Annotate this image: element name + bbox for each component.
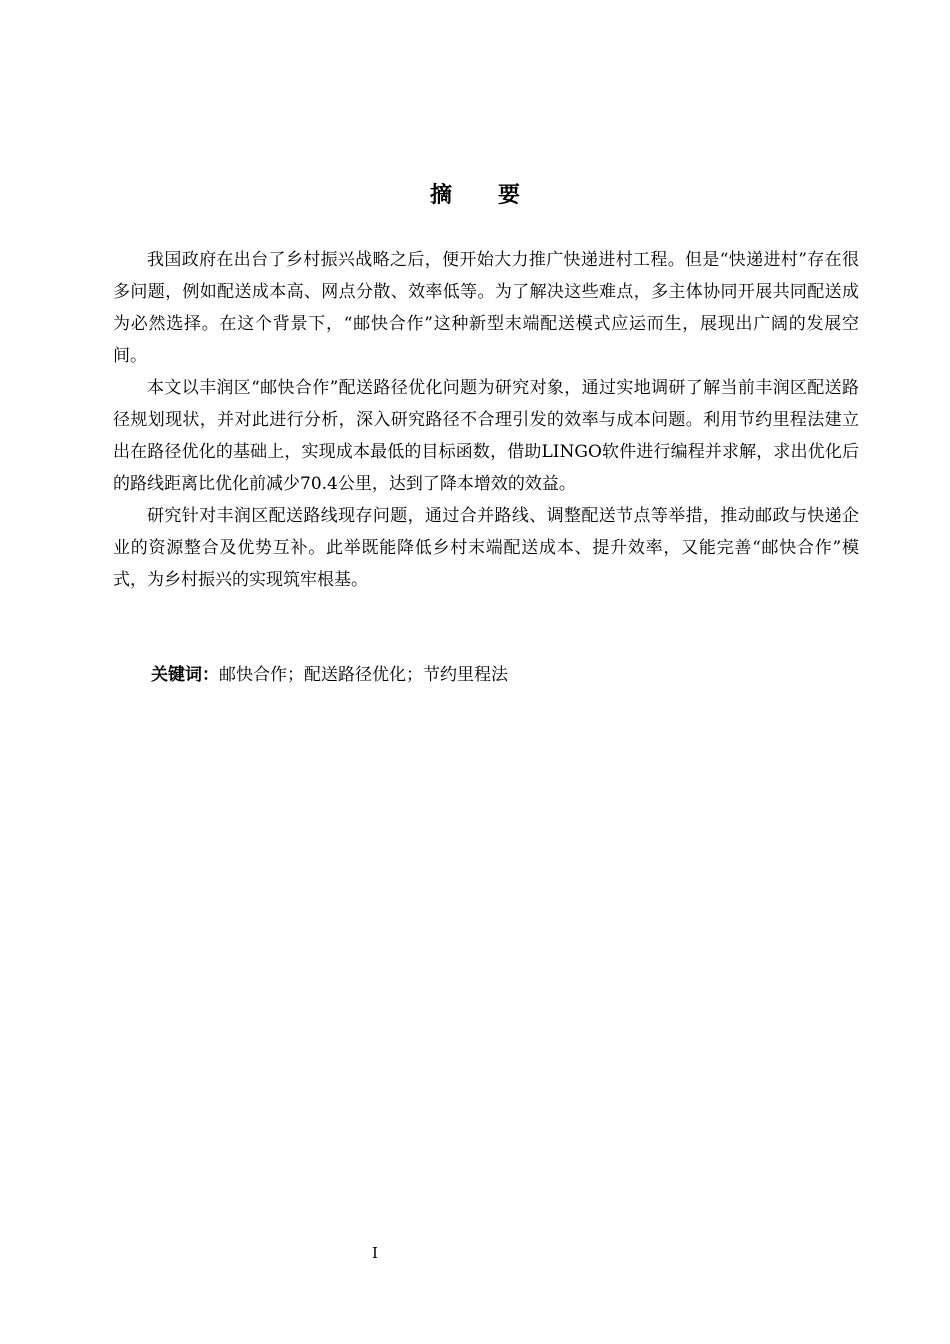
abstract-paragraph-2: 本文以丰润区“邮快合作”配送路径优化问题为研究对象，通过实地调研了解当前丰润区配送路径规划现状，并对此进行分析，深入研究路径不合理引发的效率与成本问题。利用节约里程法建立出在路径优化的基础上，实现成本最低的目标函数，借助LINGO软件进行编程并求解，求出优化后的路线距离比优化前减少70.4公里，达到了降本增效的效益。	[113, 378, 859, 494]
abstract-paragraph-1: 我国政府在出台了乡村振兴战略之后，便开始大力推广快递进村工程。但是“快递进村”存在很多问题，例如配送成本高、网点分散、效率低等。为了解决这些难点，多主体协同开展共同配送成为必然选择。在这个背景下，“邮快合作”这种新型末端配送模式应运而生，展现出广阔的发展空间。	[113, 250, 859, 366]
keywords-line	[151, 660, 851, 690]
abstract-title	[0, 178, 950, 209]
abstract-body	[113, 244, 859, 596]
keywords-value: 邮快合作；配送路径优化；节约里程法	[219, 665, 508, 685]
abstract-paragraph-3: 研究针对丰润区配送路线现存问题，通过合并路线、调整配送节点等举措，推动邮政与快递企业的资源整合及优势互补。此举既能降低乡村末端配送成本、提升效率，又能完善“邮快合作”模式，为乡村振兴的实现筑牢根基。	[113, 506, 859, 590]
page-number: I	[372, 1244, 378, 1262]
keywords-label: 关键词：	[151, 665, 219, 685]
abstract-title-char-2: 要	[498, 183, 521, 208]
abstract-title-char-1: 摘	[429, 183, 452, 208]
